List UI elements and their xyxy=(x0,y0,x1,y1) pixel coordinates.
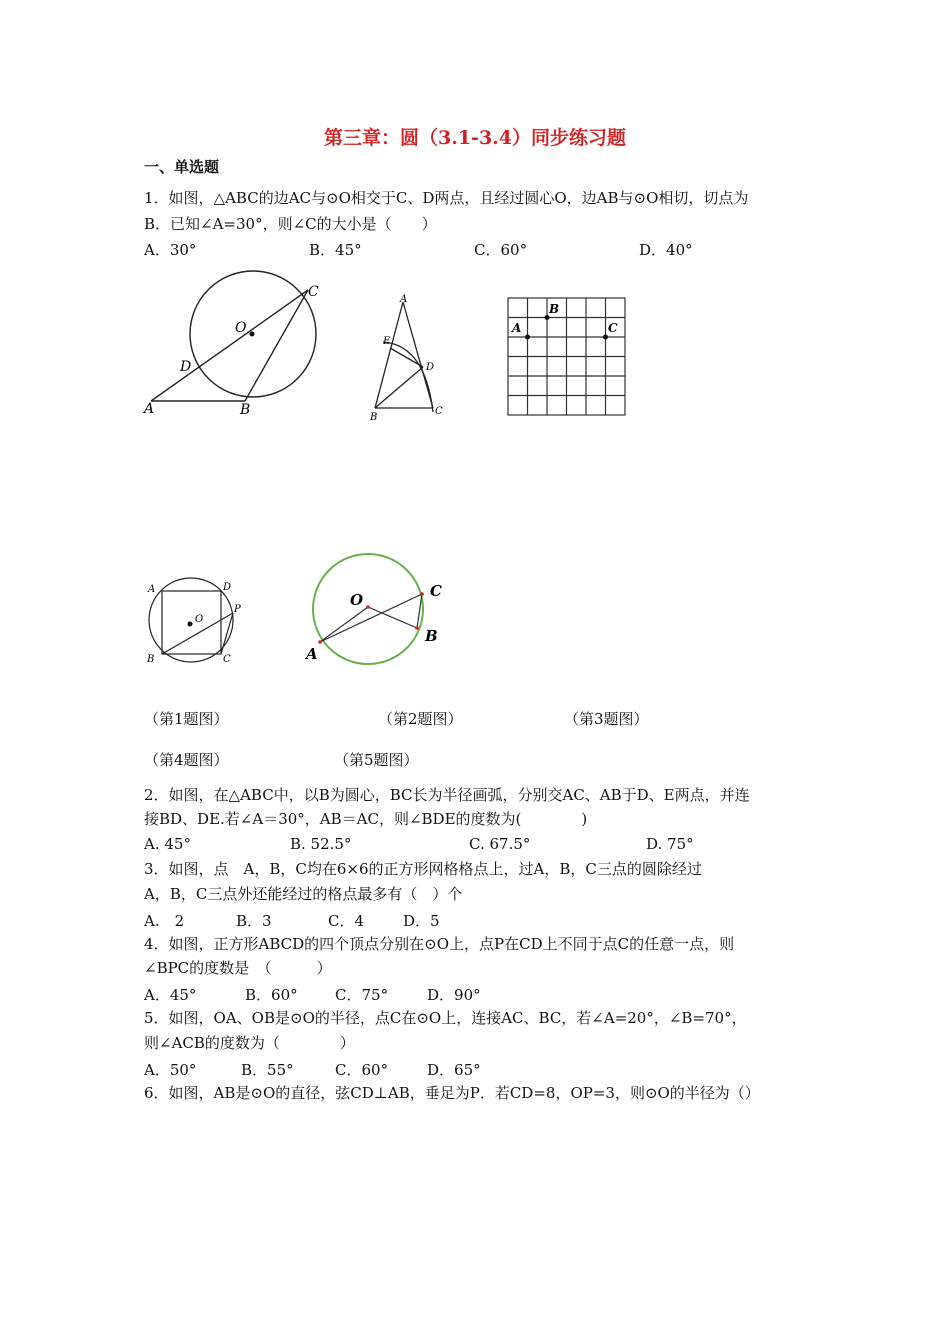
fig2-segment-ab xyxy=(375,302,403,408)
q3-text-line1: 3．如图，点 A，B，C均在6×6的正方形网格格点上，过A，B，C三点的圆除经过 xyxy=(144,860,702,878)
q3-option-d: D．5 xyxy=(403,912,440,930)
fig5-point-b xyxy=(415,626,419,630)
fig5-segment-ob xyxy=(368,607,417,628)
q1-text-line2: B．已知∠A=30°，则∠C的大小是（ ） xyxy=(144,215,437,233)
q1-option-b: B．45° xyxy=(309,241,362,259)
fig5-label-a: A xyxy=(306,645,318,663)
fig2-label-e: E xyxy=(383,336,391,347)
caption-figure-1: （第1题图） xyxy=(144,710,229,728)
q3-option-c: C．4 xyxy=(328,912,365,930)
fig3-label-c: C xyxy=(608,321,618,335)
q3-option-b: B．3 xyxy=(236,912,272,930)
fig5-center-dot xyxy=(366,605,370,609)
fig4-label-p: P xyxy=(234,604,241,615)
q2-text-line2: 接BD、DE.若∠A＝30°，AB＝AC，则∠BDE的度数为( ) xyxy=(144,810,588,828)
q3-text-line2: A，B，C三点外还能经过的格点最多有（ ）个 xyxy=(144,885,463,903)
q6-text-line1: 6．如图，AB是⊙O的直径，弦CD⊥AB，垂足为P．若CD=8，OP=3，则⊙O的半径为（） xyxy=(144,1084,760,1102)
fig2-arc xyxy=(383,342,433,412)
q2-text-line1: 2．如图，在△ABC中，以B为圆心，BC长为半径画弧，分别交AC、AB于D、E两点，并连 xyxy=(144,786,750,804)
fig5-point-c xyxy=(420,592,424,596)
q5-option-d: D．65° xyxy=(427,1061,481,1079)
q2-option-b: B. 52.5° xyxy=(290,835,352,853)
fig3-label-b: B xyxy=(549,302,560,316)
fig3-point-c xyxy=(603,335,608,340)
fig1-label-b: B xyxy=(240,402,251,418)
q1-option-c: C．60° xyxy=(474,241,528,259)
fig1-label-d: D xyxy=(180,359,192,375)
figure-2-triangle-arc xyxy=(365,290,455,430)
caption-figure-2: （第2题图） xyxy=(378,710,463,728)
q1-text-line1: 1．如图，△ABC的边AC与⊙O相交于C、D两点，且经过圆心O，边AB与⊙O相切，切点为 xyxy=(144,189,749,207)
figure-3-grid xyxy=(505,296,630,418)
fig1-label-c: C xyxy=(308,284,319,300)
fig1-label-o: O xyxy=(235,320,247,336)
q3-option-a: A. 2 xyxy=(144,912,185,930)
fig2-label-d: D xyxy=(426,362,435,373)
q4-text-line1: 4．如图，正方形ABCD的四个顶点分别在⊙O上，点P在CD上不同于点C的任意一点，则 xyxy=(144,935,735,953)
fig3-point-a xyxy=(525,335,530,340)
fig2-label-b: B xyxy=(370,412,378,423)
figure-5-circle-radii xyxy=(300,553,450,668)
q2-option-c: C. 67.5° xyxy=(469,835,531,853)
caption-figure-5: （第5题图） xyxy=(334,751,419,769)
fig5-segment-ac xyxy=(320,594,422,642)
q4-option-b: B．60° xyxy=(245,986,298,1004)
fig4-label-a: A xyxy=(148,584,156,595)
q4-option-d: D．90° xyxy=(427,986,481,1004)
fig5-label-o: O xyxy=(350,591,364,609)
fig5-circle xyxy=(313,554,423,664)
fig2-segment-bd xyxy=(375,367,423,408)
fig1-center-dot xyxy=(250,332,255,337)
fig5-label-c: C xyxy=(430,582,442,600)
fig4-label-b: B xyxy=(147,654,155,665)
caption-figure-4: （第4题图） xyxy=(144,751,229,769)
fig3-grid-lines xyxy=(508,298,625,415)
fig1-label-a: A xyxy=(144,401,155,417)
fig4-label-c: C xyxy=(223,654,231,665)
q1-option-d: D．40° xyxy=(639,241,693,259)
q5-option-a: A．50° xyxy=(144,1061,197,1079)
q5-option-b: B．55° xyxy=(241,1061,294,1079)
fig4-label-o: O xyxy=(195,614,204,625)
q4-text-line2: ∠BPC的度数是 （ ） xyxy=(144,959,332,977)
q5-text-line1: 5．如图，OA、OB是⊙O的半径，点C在⊙O上，连接AC、BC，若∠A=20°，∠B=70°， xyxy=(144,1009,747,1027)
q1-option-a: A．30° xyxy=(144,241,197,259)
fig5-label-b: B xyxy=(425,627,438,645)
q2-option-d: D. 75° xyxy=(646,835,694,853)
figure-4-square-circle xyxy=(142,580,247,665)
fig1-segment-ac xyxy=(151,290,308,401)
q5-text-line2: 则∠ACB的度数为（ ） xyxy=(144,1034,355,1052)
fig3-label-a: A xyxy=(512,321,522,335)
fig5-segment-oa xyxy=(320,607,368,642)
fig4-center-dot xyxy=(188,622,193,627)
q5-option-c: C．60° xyxy=(335,1061,389,1079)
fig1-segment-bc xyxy=(245,290,308,401)
fig4-label-d: D xyxy=(223,582,232,593)
q2-option-a: A. 45° xyxy=(144,835,191,853)
fig2-label-c: C xyxy=(435,406,443,417)
q4-option-a: A．45° xyxy=(144,986,197,1004)
section-heading: 一、单选题 xyxy=(144,158,220,176)
fig2-segment-ac xyxy=(403,302,433,408)
caption-figure-3: （第3题图） xyxy=(564,710,649,728)
q4-option-c: C．75° xyxy=(335,986,389,1004)
figure-1-circle-tangent xyxy=(140,270,330,420)
page-title: 第三章：圆（3.1-3.4）同步练习题 xyxy=(324,127,626,149)
fig2-label-a: A xyxy=(400,294,408,305)
fig5-point-a xyxy=(318,640,322,644)
